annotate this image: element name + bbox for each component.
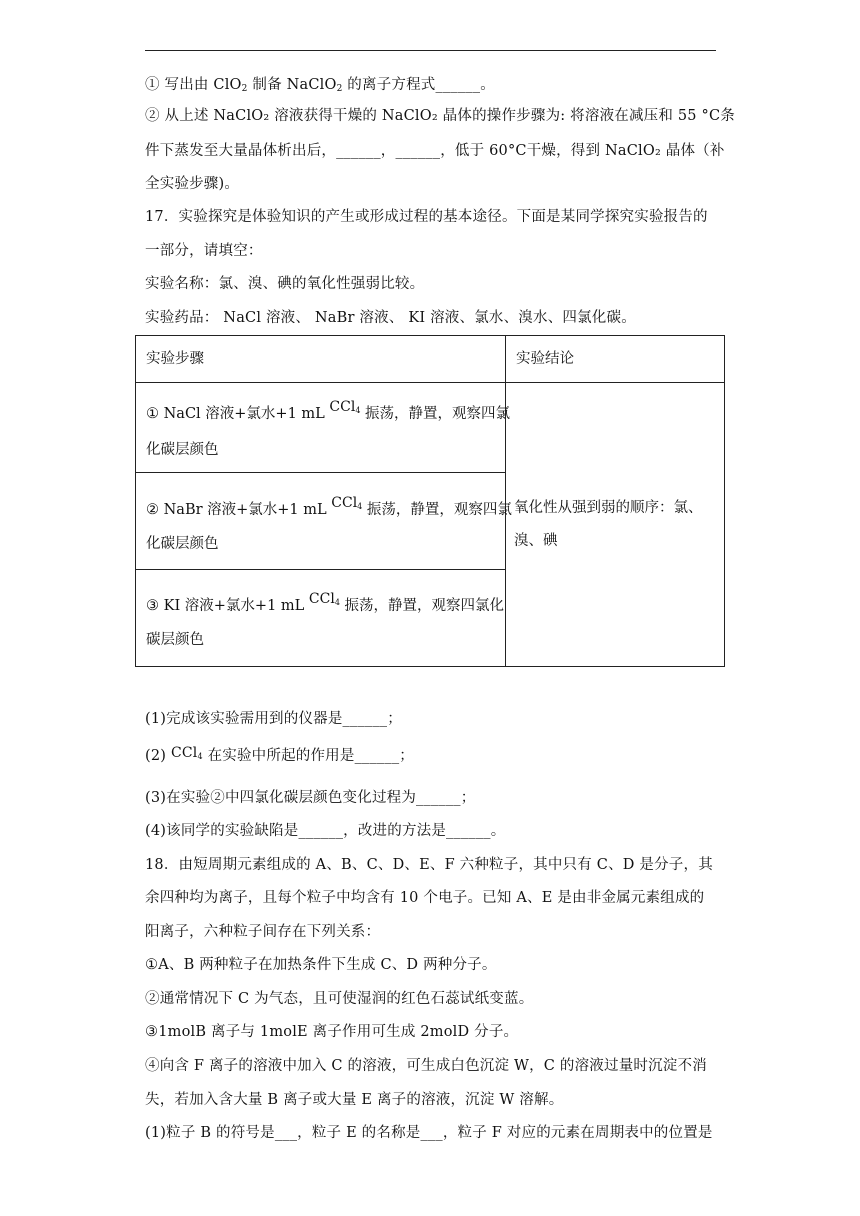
step2-line1: ② NaBr 溶液+氯水+1 mL CCl$_4$ 振荡，静置，观察四氯 [146,495,512,518]
q16-part2-line2: 件下蒸发至大量晶体析出后，______，______，低于 60°C干燥，得到 NaClO₂ 晶体（补 [145,143,725,159]
q17-sub2: (2) CCl$_4$ 在实验中所起的作用是______； [145,745,414,764]
q17-sub4: (4)该同学的实验缺陷是______，改进的方法是______。 [145,823,506,839]
header-conclusion: 实验结论 [516,351,574,367]
step2-line2: 化碳层颜色 [146,536,219,552]
q18-line2: 余四种均为离子，且每个粒子中均含有 10 个电子。已知 A、E 是由非金属元素组成的 [145,890,705,906]
q17-intro-line1: 17．实验探究是体验知识的产生或形成过程的基本途径。下面是某同学探究实验报告的 [145,209,708,225]
q18-relation3: ③1molB 离子与 1molE 离子作用可生成 2molD 分子。 [145,1024,519,1040]
q17-sub1: (1)完成该实验需用到的仪器是______； [145,711,402,727]
q18-relation4-line1: ④向含 F 离子的溶液中加入 C 的溶液，可生成白色沉淀 W，C 的溶液过量时沉淀不消 [145,1058,707,1074]
q17-intro-line2: 一部分，请填空： [145,243,263,259]
step3-line2: 碳层颜色 [146,632,204,648]
header-steps: 实验步骤 [146,351,204,367]
q18-relation2: ②通常情况下 C 为气态，且可使湿润的红色石蕊试纸变蓝。 [145,991,534,1007]
step3-line1: ③ KI 溶液+氯水+1 mL CCl$_4$ 振荡，静置，观察四氯化 [146,591,505,614]
q16-part1: ① 写出由 ClO$_2$ 制备 NaClO$_2$ 的离子方程式______。 [145,77,495,94]
step1-line1: ① NaCl 溶液+氯水+1 mL CCl$_4$ 振荡，静置，观察四氯 [146,399,511,422]
q17-reagents: 实验药品： NaCl 溶液、 NaBr 溶液、 KI 溶液、氯水、溴水、四氯化碳。 [145,310,636,326]
conclusion-line1: 氧化性从强到弱的顺序：氯、 [514,500,703,516]
header-rule [145,50,716,51]
q17-sub3: (3)在实验②中四氯化碳层颜色变化过程为______； [145,790,476,806]
q18-relation1: ①A、B 两种粒子在加热条件下生成 C、D 两种分子。 [145,957,497,973]
table-header-rule [136,382,724,383]
step1-line2: 化碳层颜色 [146,442,219,458]
table-row-rule-2 [136,569,505,570]
q16-part2-line3: 全实验步骤)。 [145,176,240,192]
table-row-rule-1 [136,472,505,473]
q18-sub1: (1)粒子 B 的符号是___，粒子 E 的名称是___，粒子 F 对应的元素在周期表中的位置是 [145,1125,713,1141]
q18-line3: 阳离子，六种粒子间存在下列关系： [145,924,381,940]
q18-relation4-line2: 失，若加入含大量 B 离子或大量 E 离子的溶液，沉淀 W 溶解。 [145,1092,564,1108]
q18-line1: 18．由短周期元素组成的 A、B、C、D、E、F 六种粒子，其中只有 C、D 是分子，其 [145,857,713,873]
q16-part2-line1: ② 从上述 NaClO₂ 溶液获得干燥的 NaClO₂ 晶体的操作步骤为: 将溶液在减压和 55 °C条 [145,108,735,124]
experiment-table [135,335,725,667]
conclusion-line2: 溴、碘 [514,533,558,549]
q17-experiment-name: 实验名称：氯、溴、碘的氧化性强弱比较。 [145,276,425,292]
